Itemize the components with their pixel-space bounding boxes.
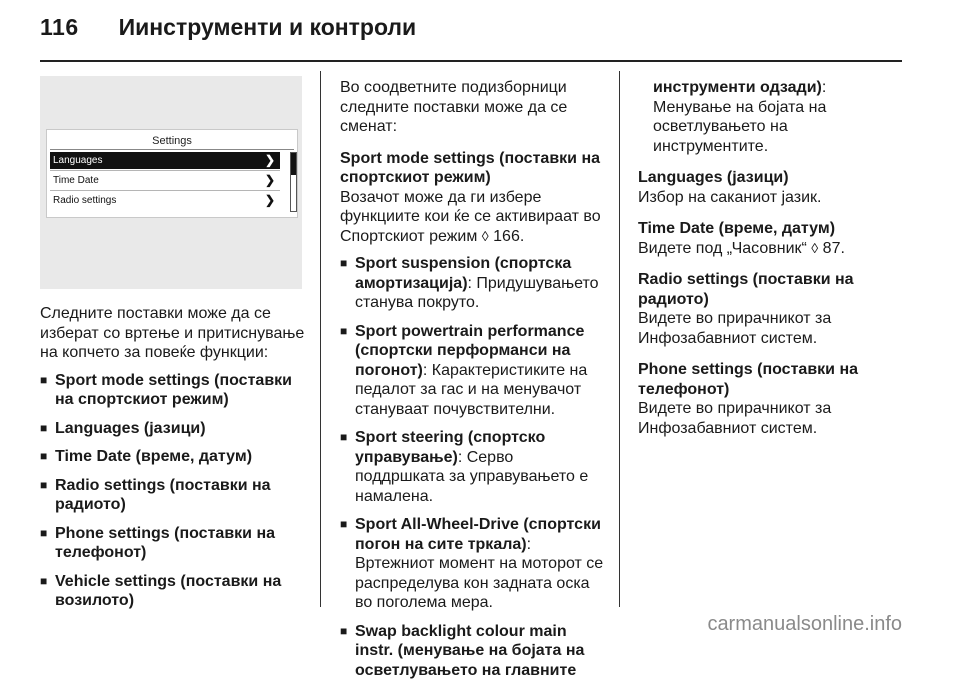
- list-item: ■ Phone settings (поставки на телефонот): [40, 524, 308, 563]
- menu-item-label: Languages: [53, 155, 103, 166]
- scrollbar[interactable]: [290, 152, 297, 212]
- column-2: [340, 78, 606, 689]
- page-ref-number: 87.: [822, 239, 845, 257]
- option-title: Sport suspension (спортска амортизација): [355, 255, 572, 292]
- page-ref-icon: ◊: [811, 239, 819, 256]
- option-description: : Менување на бојата на осветлувањето на инструментите.: [653, 79, 827, 155]
- settings-screen-figure: [40, 76, 302, 289]
- option-title: Sport All-Wheel-Drive (спортски погон на сите тркала): [355, 516, 601, 553]
- menu-item-languages[interactable]: [50, 152, 280, 169]
- header-rule: [40, 60, 902, 62]
- menu-item-time-date[interactable]: [50, 172, 280, 189]
- phone-settings-heading: Phone settings (поставки на телефонот): [638, 361, 858, 398]
- menu-item-radio-settings[interactable]: [50, 192, 280, 209]
- list-item: [340, 622, 606, 681]
- languages-text: Избор на саканиот јазик.: [638, 188, 822, 206]
- option-description: : Вртежниот момент на моторот се распределува кон задната оска во поголема мера.: [355, 535, 604, 611]
- option-title: Swap backlight colour main instr. (менување на бојата на осветлувањето на главните: [355, 622, 585, 679]
- list-item: ■ Vehicle settings (поставки на возилото): [40, 572, 308, 611]
- page-ref-icon: ◊: [481, 227, 489, 244]
- continued-item: [638, 78, 904, 156]
- sport-mode-heading: Sport mode settings (поставки на спортскиот режим): [340, 149, 600, 186]
- chevron-right-icon: ❯: [264, 153, 275, 167]
- list-item: [340, 428, 606, 506]
- column-1: [40, 304, 308, 620]
- menu-item-label: Radio settings: [53, 195, 117, 206]
- list-item: ■ Time Date (време, датум): [40, 447, 308, 467]
- list-item: [340, 322, 606, 420]
- column-3: [638, 78, 904, 450]
- option-title: Sport steering (спортско управување): [355, 429, 546, 466]
- time-date-description: Видете под „Часовник“: [638, 239, 807, 257]
- screen-title: Settings: [152, 135, 192, 147]
- submenu-intro: Во соодветните подизборници следните поставки може да се сменат:: [340, 79, 568, 135]
- sport-mode-description: Возачот може да ги избере функциите кои ќе се активираат во Спортскиот режим: [340, 188, 601, 245]
- page-number: 116: [40, 14, 79, 40]
- sport-mode-text: [340, 188, 606, 247]
- settings-list: [40, 371, 308, 611]
- option-description: : Карактеристиките на педалот за гас и на менувачот стануваат почувствителни.: [355, 361, 588, 418]
- phone-settings-text: Видете во прирачникот за Инфозабавниот систем.: [638, 400, 832, 437]
- scrollbar-thumb[interactable]: [291, 153, 296, 175]
- list-item: ■ Languages (јазици): [40, 419, 308, 439]
- row-divider: [50, 190, 280, 191]
- chevron-right-icon: ❯: [264, 173, 275, 187]
- radio-settings-heading: Radio settings (поставки на радиото): [638, 271, 854, 308]
- chevron-right-icon: ❯: [264, 193, 275, 207]
- watermark: carmanualsonline.info: [707, 613, 902, 635]
- intro-paragraph: Следните поставки може да се изберат со вртење и притиснување на копчето за повеќе функции:: [40, 305, 305, 361]
- column-divider-1: [320, 71, 321, 607]
- page-title: Иинструменти и контроли: [118, 14, 417, 40]
- radio-settings-text: Видете во прирачникот за Инфозабавниот систем.: [638, 310, 832, 347]
- time-date-text: [638, 239, 904, 259]
- time-date-heading: Time Date (време, датум): [638, 220, 836, 237]
- list-item: ■ Radio settings (поставки на радиото): [40, 476, 308, 515]
- sport-options-list: [340, 254, 606, 680]
- menu-item-label: Time Date: [53, 175, 99, 186]
- option-description: : Придушувањето станува покруто.: [355, 274, 599, 311]
- list-item: [340, 254, 606, 313]
- option-title: инструменти одзади): [653, 79, 822, 96]
- column-divider-2: [619, 71, 620, 607]
- list-item: [340, 515, 606, 613]
- list-item: ■ Sport mode settings (поставки на спортскиот режим): [40, 371, 308, 410]
- display-screen: [46, 129, 298, 218]
- languages-heading: Languages (јазици): [638, 169, 789, 186]
- row-divider: [50, 170, 280, 171]
- page-header: [40, 14, 416, 41]
- page-ref-number: 166.: [493, 227, 525, 245]
- option-title: Sport powertrain performance (спортски перформанси на погонот): [355, 322, 585, 379]
- screen-title-divider: [50, 149, 294, 150]
- option-description: : Серво поддршката за управувањето е намалена.: [355, 448, 589, 505]
